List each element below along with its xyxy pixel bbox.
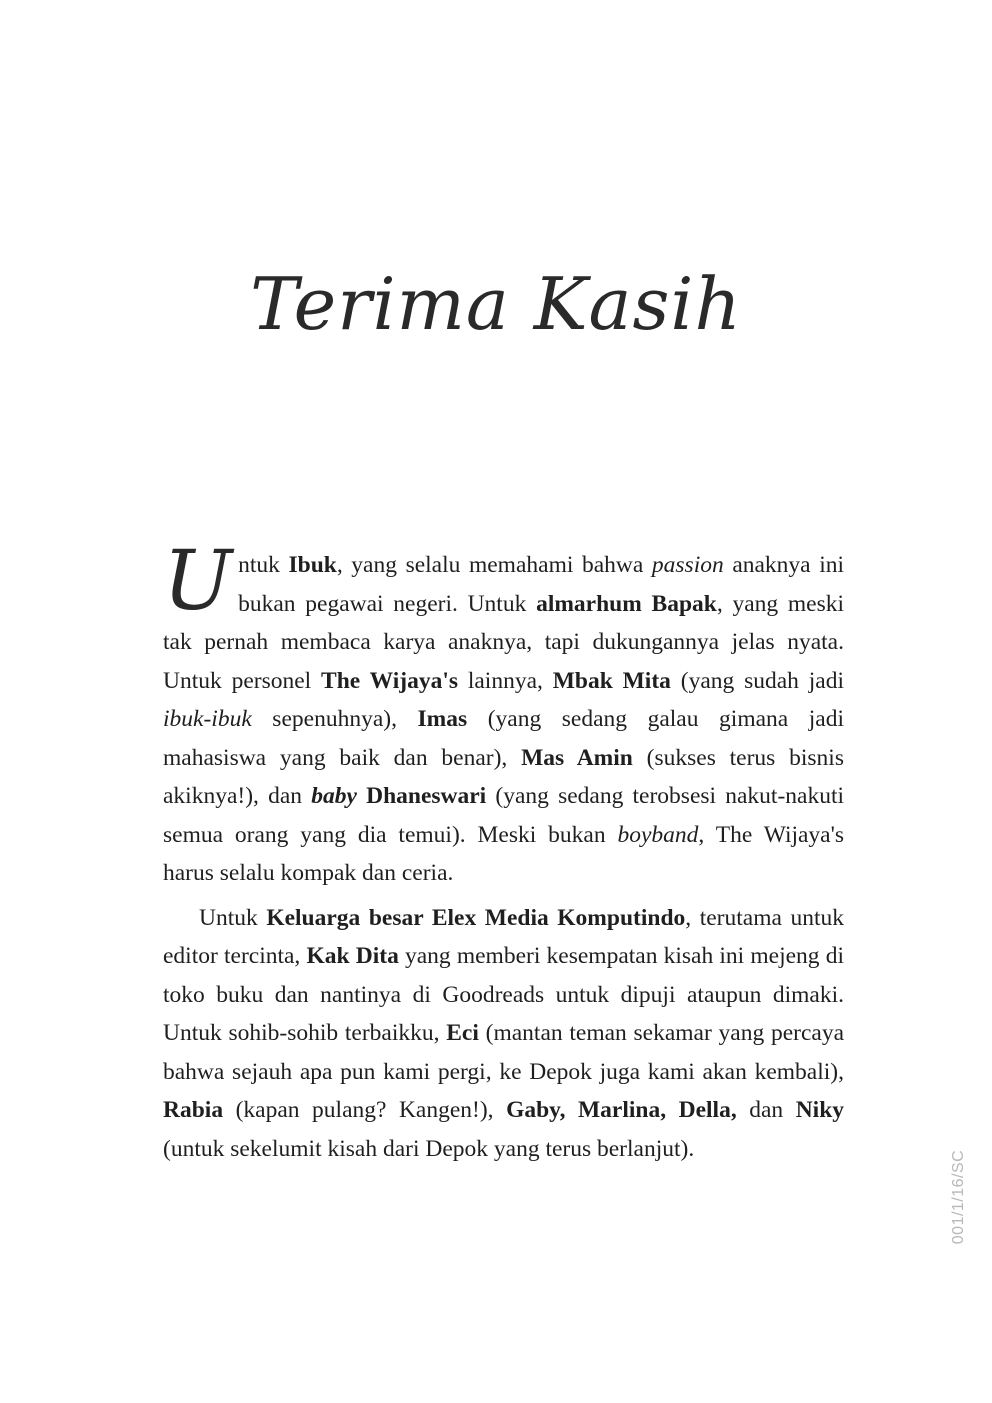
text-run: Untuk xyxy=(199,904,267,931)
page-title: Terima Kasih xyxy=(250,262,742,346)
name-friends: Gaby, Marlina, Della, xyxy=(506,1097,737,1123)
text-run: , The Wijaya's harus selalu kompak dan ceria. xyxy=(163,821,844,886)
name-bapak: almarhum Bapak xyxy=(536,590,717,617)
text-run: lainnya, xyxy=(458,667,553,694)
text-run: dan xyxy=(736,1097,796,1123)
text-run: , yang meski tak pernah membaca karya anaknya, tapi dukungannya jelas nyata. Untuk personel xyxy=(163,590,844,694)
side-code-text: 001/1/16/SC xyxy=(950,1149,968,1245)
name-imas: Imas xyxy=(417,706,468,732)
text-run: , yang selalu memahami bahwa xyxy=(336,552,652,578)
italic-term: ibuk-ibuk xyxy=(163,706,252,732)
text-run: anaknya ini bukan pegawai negeri. Untuk xyxy=(238,552,845,617)
name-kak-dita: Kak Dita xyxy=(306,943,399,969)
name-ibuk: Ibuk xyxy=(288,552,337,578)
text-run: (sukses terus bisnis akiknya!), dan xyxy=(163,744,844,809)
name-wijayas: The Wijaya's xyxy=(321,667,458,694)
name-eci: Eci xyxy=(446,1020,479,1046)
name-niky: Niky xyxy=(795,1097,845,1123)
text-run: (yang sedang galau gimana jadi mahasiswa yang baik dan benar), xyxy=(163,706,845,771)
text-run: (kapan pulang? Kangen!), xyxy=(223,1097,507,1123)
name-elex-media: Keluarga besar Elex Media Komputindo xyxy=(266,904,686,931)
drop-cap: U xyxy=(163,534,233,629)
name-rabia: Rabia xyxy=(163,1097,224,1123)
text-run: yang memberi kesempatan kisah ini mejeng di toko buku dan nantinya di Goodreads untuk dipuji ataupun dimaki. Untuk sohib-sohib terbaikku, xyxy=(163,943,844,1046)
text-run: (yang sedang terobsesi nakut-nakuti semua orang yang dia temui). Meski bukan xyxy=(163,783,845,848)
name-dhaneswari: Dhaneswari xyxy=(366,783,487,809)
text-run: (yang sudah jadi xyxy=(670,667,845,694)
italic-term: passion xyxy=(651,552,724,578)
text-run: (untuk sekelumit kisah dari Depok yang terus berlanjut). xyxy=(163,1135,695,1162)
paragraph-2 xyxy=(163,899,844,1169)
italic-term-bold: baby xyxy=(311,783,357,809)
side-code xyxy=(944,1032,974,1362)
name-mas-amin: Mas Amin xyxy=(521,744,633,771)
text-run: ntuk xyxy=(238,552,289,578)
name-mbak-mita: Mbak Mita xyxy=(552,667,671,694)
body-text xyxy=(163,534,845,1168)
text-run xyxy=(357,783,366,809)
text-run: , terutama untuk editor tercinta, xyxy=(163,904,844,969)
text-run: (mantan teman sekamar yang percaya bahwa sejauh apa pun kami pergi, ke Depok juga kami akan kembali), xyxy=(163,1020,844,1085)
italic-term: boyband xyxy=(617,821,699,848)
text-run: sepenuhnya), xyxy=(251,706,418,732)
paragraph-1 xyxy=(163,534,845,893)
